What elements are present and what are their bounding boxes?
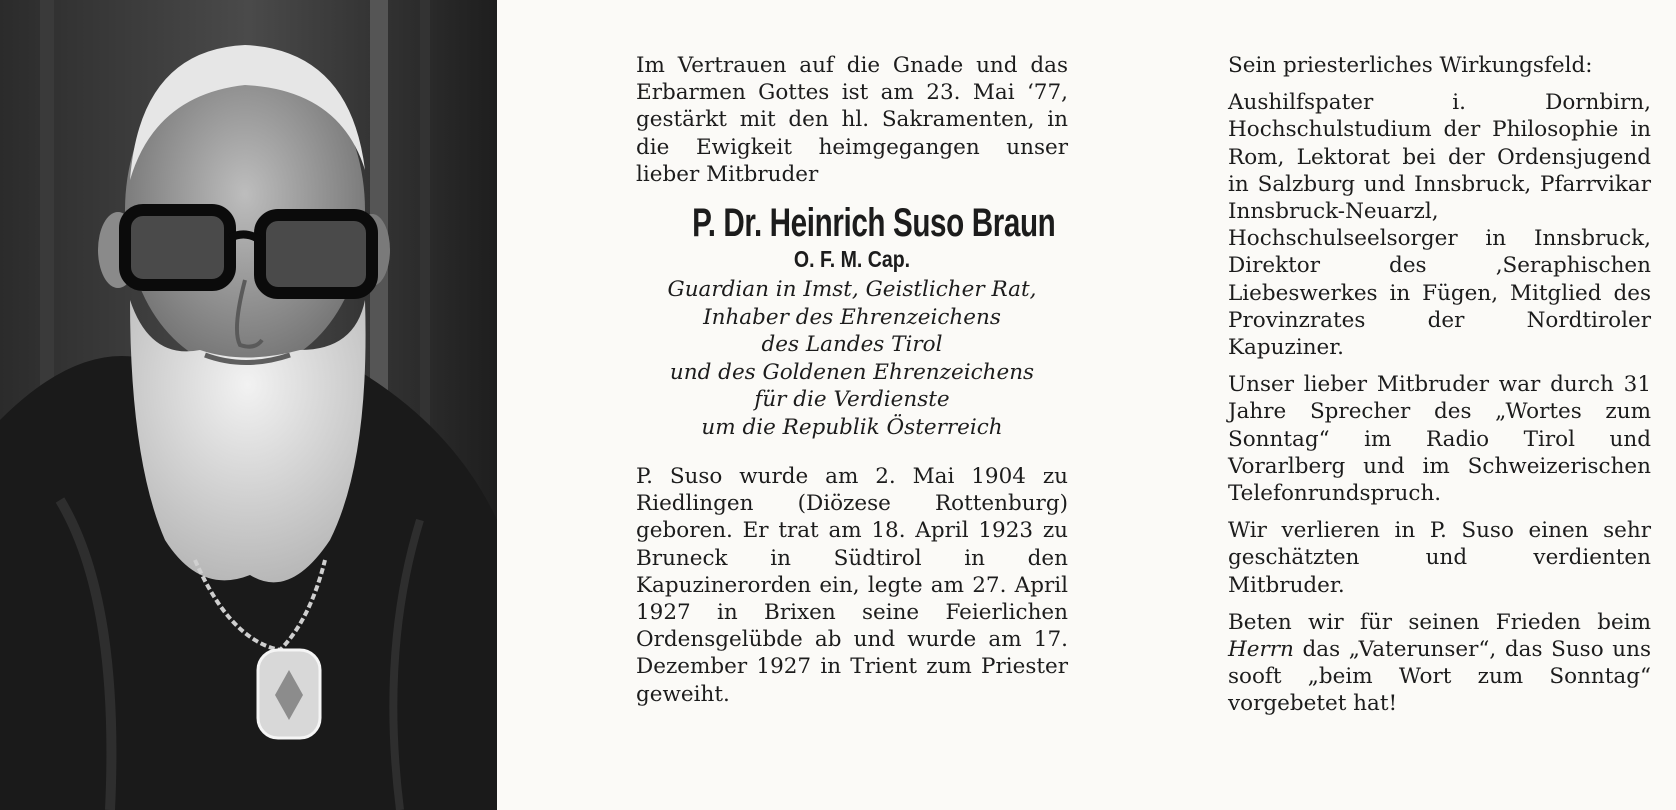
title-line: und des Goldenen Ehrenzeichens [669, 359, 1035, 385]
biography-paragraph: P. Suso wurde am 2. Mai 1904 zu Riedlingen (Diözese Rottenburg) geboren. Er trat am 18. April 1923 zu Bruneck in Südtirol in den Kapuzinerorden ein, legte am 27. April 1927 in Brixen seine Feierlichen Ordensgelübde ab und wurde am 17. Dezember 1927 in Trient zum Priester geweiht. [636, 464, 1068, 707]
prayer-herrn: Herrn [1228, 637, 1294, 663]
obituary-column [636, 52, 1068, 708]
prayer-end: das „Vaterunser“, das Suso uns sooft „beim Wort zum Sonntag“ vorgebetet hat! [1228, 637, 1651, 717]
title-line: um die Republik Österreich [701, 414, 1003, 440]
loss-paragraph: Wir verlieren in P. Suso einen sehr geschätzten und verdienten Mitbruder. [1228, 518, 1651, 598]
ministry-paragraph: Aushilfspater i. Dornbirn, Hochschulstudium der Philosophie in Rom, Lektorat bei der Ordensjugend in Salzburg und Innsbruck, Pfarrvikar Innsbruck-Neuarzl, Hochschulseelsorger in Innsbruck, Direktor des ‚Seraphischen Liebeswerkes in Fügen, Mitglied des Provinzrates der Nordtiroler Kapuziner. [1228, 90, 1651, 361]
title-line: Inhaber des Ehrenzeichens [703, 304, 1001, 330]
ministry-heading: Sein priesterliches Wirkungsfeld: [1228, 53, 1593, 78]
prayer-start: Beten wir für seinen Frieden beim [1228, 609, 1651, 635]
ministry-column [1228, 52, 1651, 718]
religious-order: O. F. M. Cap. [793, 246, 911, 273]
deceased-name: P. Dr. Heinrich Suso Braun [692, 201, 1056, 246]
title-line: des Landes Tirol [761, 332, 943, 358]
title-line: für die Verdienste [754, 387, 950, 413]
portrait-photo [0, 0, 497, 810]
radio-paragraph: Unser lieber Mitbruder war durch 31 Jahre Sprecher des „Wortes zum Sonntag“ im Radio Tirol und Vorarlberg und im Schweizerischen Telefonrundspruch. [1228, 372, 1651, 507]
portrait-illustration [0, 0, 497, 810]
title-line: Guardian in Imst, Geistlicher Rat, [667, 277, 1037, 303]
obituary-intro: Im Vertrauen auf die Gnade und das Erbarmen Gottes ist am 23. Mai ‘77, gestärkt mit den hl. Sakramenten, in die Ewigkeit heimgegangen unser lieber Mitbruder [636, 53, 1068, 187]
honorary-titles [636, 276, 1068, 441]
prayer-paragraph [1228, 609, 1651, 718]
